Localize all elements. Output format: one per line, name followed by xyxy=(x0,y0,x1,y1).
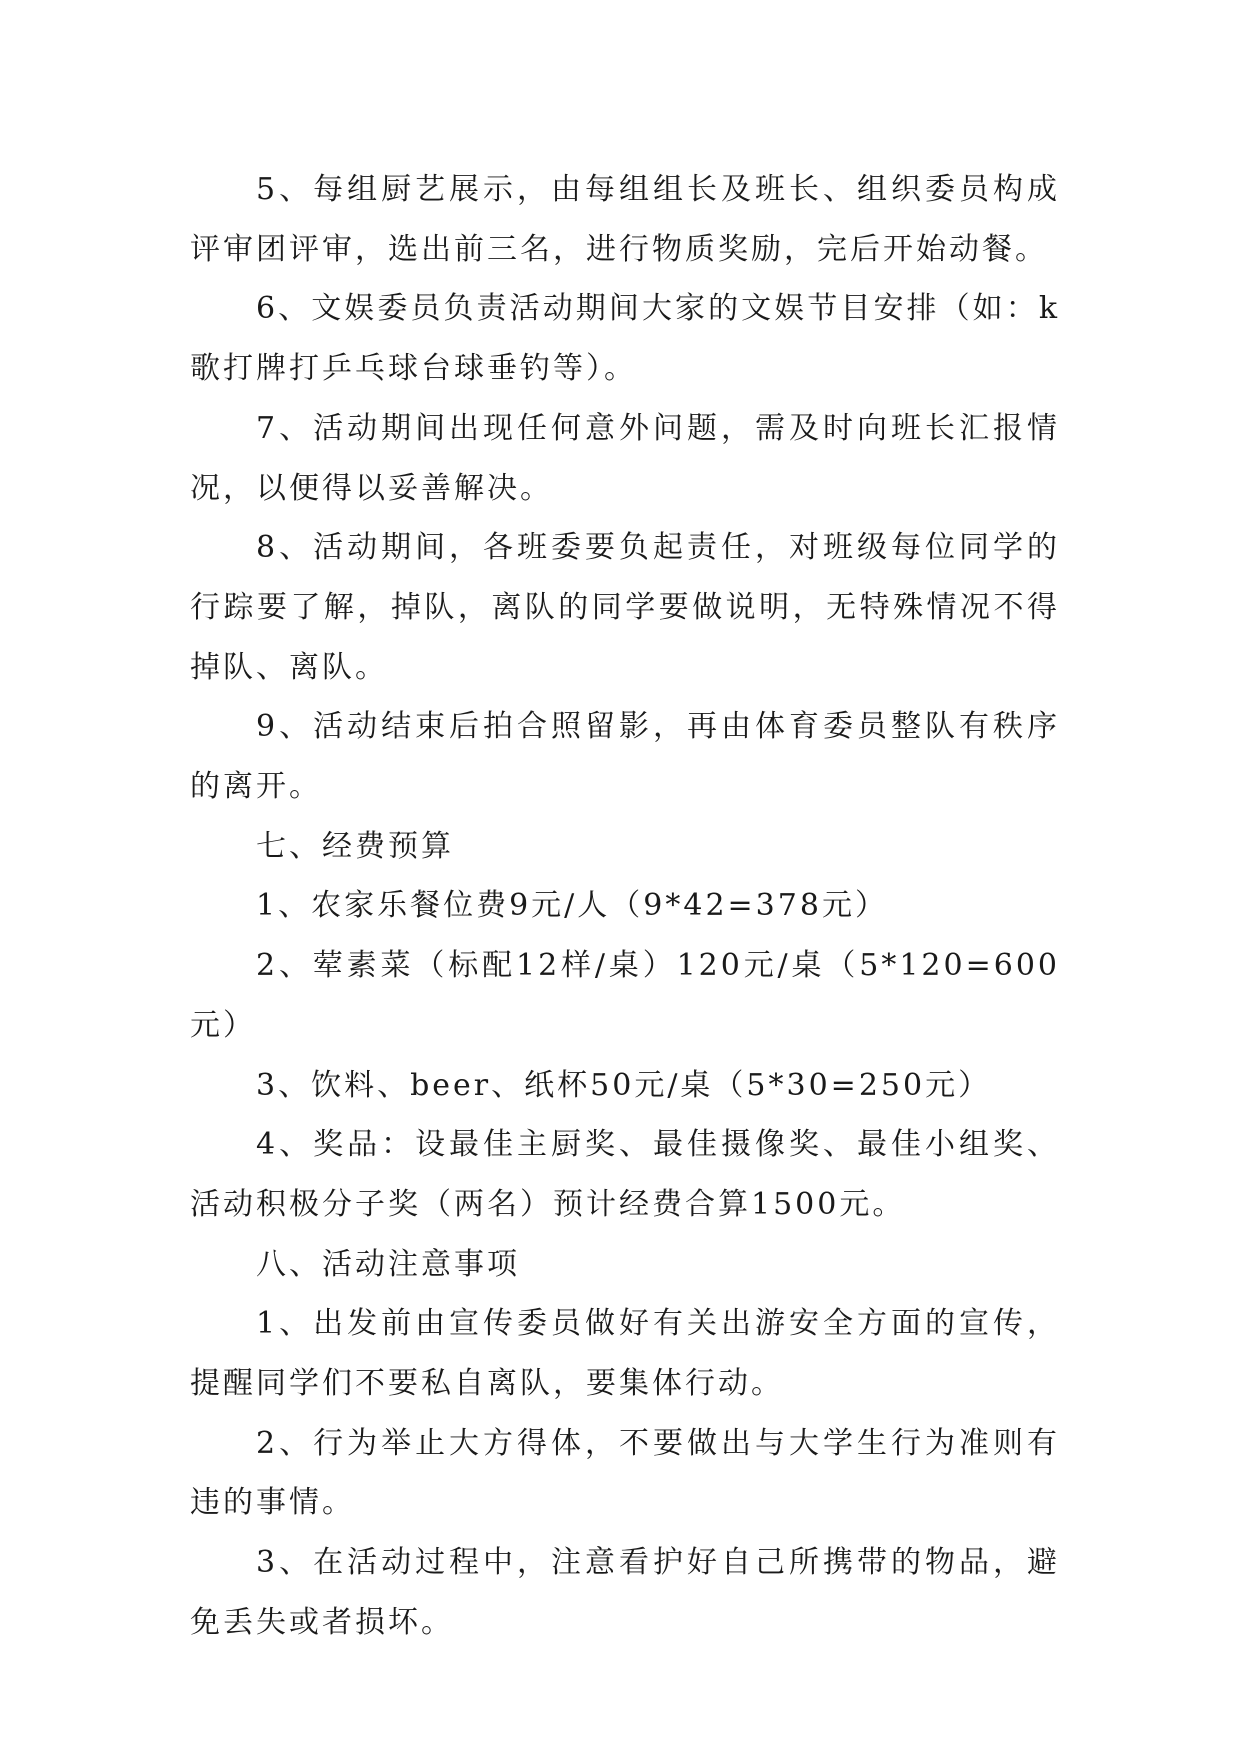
precaution-item-belongings: 3、在活动过程中，注意看护好自己所携带的物品，避免丢失或者损坏。 xyxy=(190,1545,1060,1640)
budget-item-drinks: 3、饮料、beer、纸杯50元/桌（5*30=250元） xyxy=(256,1067,992,1103)
budget-item-seat-fee: 1、农家乐餐位费9元/人（9*42=378元） xyxy=(256,888,888,924)
budget-item-prizes: 4、奖品：设最佳主厨奖、最佳摄像奖、最佳小组奖、活动积极分子奖（两名）预计经费合算1500元。 xyxy=(190,1127,1060,1222)
paragraph-item-6-entertainment: 6、文娱委员负责活动期间大家的文娱节目安排（如：k歌打牌打乒乓球台球垂钓等）。 xyxy=(190,291,1060,387)
budget-item-dishes: 2、荤素菜（标配12样/桌）120元/桌（5*120=600元） xyxy=(190,948,1060,1043)
precaution-item-safety: 1、出发前由宣传委员做好有关出游安全方面的宣传，提醒同学们不要私自离队，要集体行动。 xyxy=(190,1306,1060,1402)
paragraph-item-5-cooking-review: 5、每组厨艺展示，由每组组长及班长、组织委员构成评审团评审，选出前三名，进行物质奖励，完后开始动餐。 xyxy=(190,172,1060,267)
document-body xyxy=(190,160,1060,1653)
paragraph-item-8-attendance: 8、活动期间，各班委要负起责任，对班级每位同学的行踪要了解，掉队，离队的同学要做说明，无特殊情况不得掉队、离队。 xyxy=(190,530,1060,685)
paragraph-item-9-group-photo: 9、活动结束后拍合照留影，再由体育委员整队有秩序的离开。 xyxy=(190,709,1060,805)
precaution-item-behavior: 2、行为举止大方得体，不要做出与大学生行为准则有违的事情。 xyxy=(190,1425,1060,1521)
paragraph-item-7-incidents: 7、活动期间出现任何意外问题，需及时向班长汇报情况，以便得以妥善解决。 xyxy=(190,410,1060,506)
section-heading-budget: 七、经费预算 xyxy=(256,828,454,864)
section-heading-precautions: 八、活动注意事项 xyxy=(256,1246,520,1282)
